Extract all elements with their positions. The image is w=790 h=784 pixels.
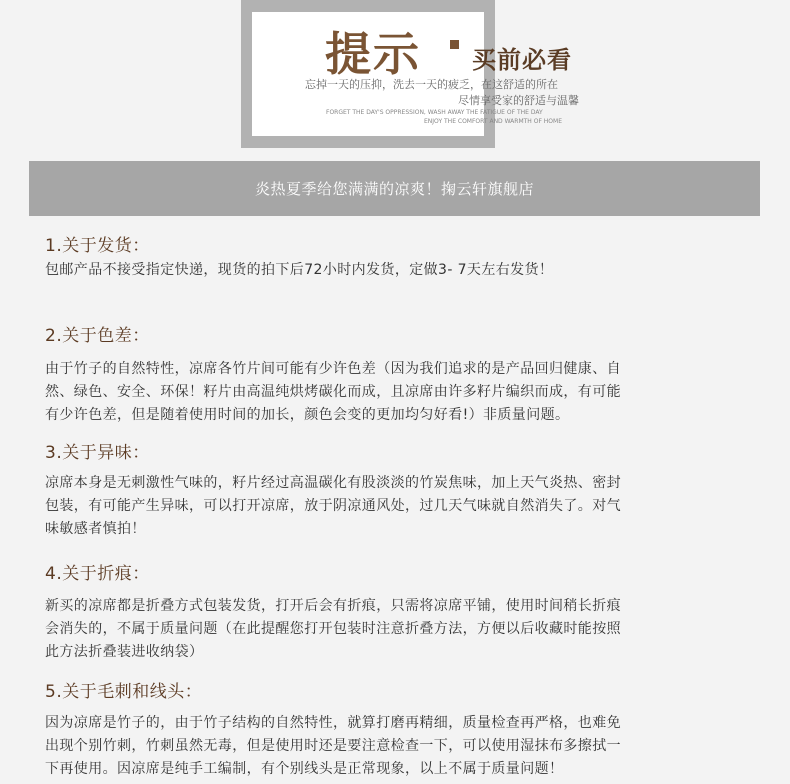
section-body [45,259,745,282]
section-body [45,358,745,427]
slogan-en-line-1: FORGET THE DAY'S OPPRESSION, WASH AWAY THE FATIGUE OF THE DAY [326,109,543,116]
section-shipping [45,231,745,282]
header-content [240,10,660,130]
body-line: 包邮产品不接受指定快递，现货的拍下后72小时内发货，定做3- 7天左右发货！ [45,262,554,278]
body-line: 新买的凉席都是折叠方式包装发货，打开后会有折痕，只需将凉席平铺，使用时间稍长折痕 [45,598,621,614]
slogan-cn-line-2: 尽情享受家的舒适与温馨 [458,94,579,107]
section-burrs-threads [45,677,745,781]
body-line: 会消失的，不属于质量问题（在此提醒您打开包装时注意折叠方法，方便以后收藏时能按照 [45,621,621,637]
slogan-en-line-2: ENJOY THE COMFORT AND WARMTH OF HOME [424,118,562,125]
slogan-cn-line-1: 忘掉一天的压抑，洗去一天的疲乏，在这舒适的所在 [305,78,558,91]
store-banner [29,161,760,216]
body-line: 有少许色差，但是随着使用时间的加长，颜色会变的更加均匀好看!）非质量问题。 [45,407,570,423]
section-title: 5.关于毛刺和线头： [45,682,203,702]
body-line: 出现个别竹刺，竹刺虽然无毒，但是使用时还是要注意检查一下，可以使用湿抹布多擦拭一 [45,738,621,754]
body-line: 因为凉席是竹子的，由于竹子结构的自然特性，就算打磨再精细，质量检查再严格，也难免 [45,715,621,731]
section-title: 2.关于色差： [45,326,150,346]
header-subtitle: 买前必看 [472,46,572,74]
body-line: 然、绿色、安全、环保！籽片由高温纯烘烤碳化而成，且凉席由许多籽片编织而成，有可能 [45,384,621,400]
body-line: 味敏感者慎拍！ [45,521,146,537]
section-creases [45,559,745,664]
section-odor [45,438,745,541]
section-title: 4.关于折痕： [45,564,150,584]
section-body [45,472,745,541]
header-title: 提示 [325,27,421,81]
section-body [45,712,745,781]
body-line: 此方法折叠装进收纳袋） [45,644,204,660]
body-line: 下再使用。因凉席是纯手工编制，有个别线头是正常现象，以上不属于质量问题！ [45,761,564,777]
body-line: 凉席本身是无刺激性气味的，籽片经过高温碳化有股淡淡的竹炭焦味，加上天气炎热、密封 [45,475,621,491]
section-title: 3.关于异味： [45,443,150,463]
banner-text: 炎热夏季给您满满的凉爽！掬云轩旗舰店 [254,180,534,198]
section-title: 1.关于发货： [45,236,150,256]
body-line: 包装，有可能产生异味，可以打开凉席，放于阴凉通风处，过几天气味就自然消失了。对气 [45,498,621,514]
section-body [45,595,745,664]
body-line: 由于竹子的自然特性，凉席各竹片间可能有少许色差（因为我们追求的是产品回归健康、自 [45,361,621,377]
section-color-difference [45,321,745,427]
title-separator-dot [450,40,459,49]
